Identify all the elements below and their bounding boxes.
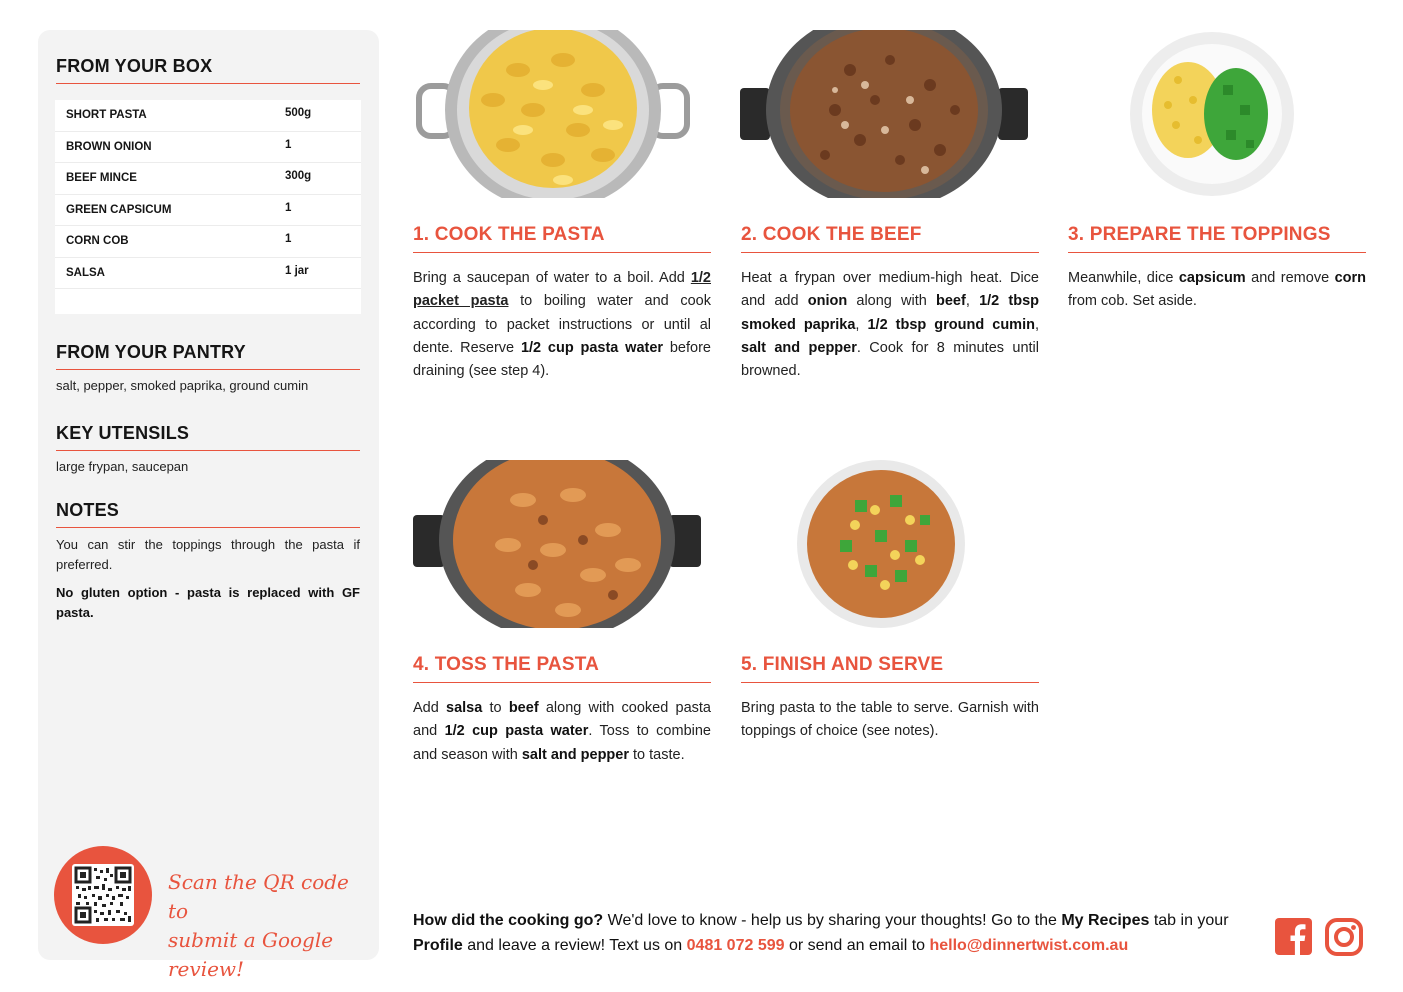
step-4-title: 4. TOSS THE PASTA <box>413 654 711 683</box>
bold-run: beef <box>508 700 539 716</box>
step-1-text <box>413 267 711 383</box>
step-1-title: 1. COOK THE PASTA <box>413 224 711 253</box>
text-run: from cob. Set aside. <box>1068 293 1197 310</box>
text-run: , <box>1034 316 1039 333</box>
text-run: to boiling water and cook according to packet instructions or until al dente. Reserve <box>413 293 711 356</box>
ingredient-qty: 1 <box>285 233 292 245</box>
text-run: along with <box>847 293 937 310</box>
step-3-title: 3. PREPARE THE TOPPINGS <box>1068 224 1366 253</box>
step-4-text <box>413 697 711 767</box>
text-run: . Cook for 8 minutes until browned. <box>741 339 1039 380</box>
from-box-title: FROM YOUR BOX <box>56 56 360 84</box>
text-run: We'd love to know - help us by sharing your thoughts! Go to the <box>603 912 1062 929</box>
text-run: and remove <box>1245 270 1335 286</box>
text-run: Add <box>413 700 447 716</box>
ingredient-qty: 500g <box>285 107 312 119</box>
text-run: along with cooked pasta and <box>413 700 711 740</box>
bold-run: Profile <box>413 937 463 954</box>
notes-gf: No gluten option - pasta is replaced with GF pasta. <box>56 585 360 620</box>
utensils-title: KEY UTENSILS <box>56 423 360 451</box>
text-run: and leave a review! Text us on <box>462 937 687 954</box>
bold-run: capsicum <box>1178 270 1246 286</box>
bold-run: corn <box>1334 270 1366 286</box>
text-run: Bring a saucepan of water to a boil. Add <box>413 270 691 286</box>
ingredients-sidebar <box>38 30 379 981</box>
ingredient-name: BEEF MINCE <box>66 172 137 184</box>
bold-run: My Recipes <box>1061 912 1150 929</box>
facebook-icon[interactable] <box>1275 918 1312 960</box>
qr-code-icon[interactable] <box>72 864 134 926</box>
bold-run: 1/2 tbsp ground cumin <box>867 316 1035 333</box>
ingredient-qty: 1 jar <box>285 264 309 277</box>
table-row <box>55 163 361 195</box>
ingredient-name: SALSA <box>66 266 105 279</box>
text-run: . Toss to combine and season with <box>413 723 711 763</box>
table-row <box>55 195 361 227</box>
ingredient-qty: 1 <box>285 138 292 151</box>
photo-finish-serve <box>795 460 967 633</box>
bold-run: salsa <box>446 700 483 716</box>
table-row <box>55 258 361 290</box>
photo-toss-pasta <box>413 460 703 633</box>
step-5-text: Bring pasta to the table to serve. Garnish with toppings of choice (see notes). <box>741 700 1039 740</box>
notes-text: You can stir the toppings through the pasta if preferred. <box>56 537 360 572</box>
step-2-text <box>741 267 1039 383</box>
photo-cook-beef <box>740 30 1030 203</box>
ingredient-name: BROWN ONION <box>66 140 152 153</box>
pantry-title: FROM YOUR PANTRY <box>56 342 360 370</box>
scan-qr-prompt <box>168 868 368 984</box>
scan-line: Scan the QR code to <box>168 870 349 923</box>
table-row <box>55 100 361 132</box>
table-row <box>55 132 361 164</box>
bold-run: 1/2 packet pasta <box>413 270 711 310</box>
email-link[interactable]: hello@dinnertwist.com.au <box>929 937 1129 954</box>
bold-run: onion <box>807 293 848 310</box>
phone-link[interactable]: 0481 072 599 <box>686 937 785 954</box>
footer-question: How did the cooking go? <box>413 912 604 929</box>
bold-run: 1/2 tbsp smoked paprika <box>741 293 1040 333</box>
scan-line: submit a Google review! <box>168 928 334 981</box>
bold-run: 1/2 cup pasta water <box>520 339 664 356</box>
ingredient-qty: 1 <box>285 201 292 214</box>
step-5-title: 5. FINISH AND SERVE <box>741 654 1039 683</box>
bold-run: 1/2 cup pasta water <box>444 723 589 740</box>
text-run: tab in your <box>1149 912 1229 929</box>
notes-title: NOTES <box>56 500 360 528</box>
utensils-text: large frypan, saucepan <box>56 459 189 474</box>
text-run: Meanwhile, dice <box>1068 270 1179 286</box>
ingredient-qty: 300g <box>285 170 312 182</box>
text-run: , <box>965 293 980 310</box>
review-footer <box>413 908 1263 958</box>
text-run: before draining (see step 4). <box>413 339 711 380</box>
text-run: Heat a frypan over medium-high heat. Dice and add <box>741 270 1039 310</box>
qr-badge[interactable] <box>54 846 152 944</box>
bold-run: beef <box>936 293 966 310</box>
step-3-text <box>1068 267 1366 314</box>
box-ingredients-table <box>55 100 361 314</box>
ingredient-name: CORN COB <box>66 235 129 247</box>
table-row <box>55 226 361 258</box>
pantry-text: salt, pepper, smoked paprika, ground cumin <box>56 378 309 393</box>
text-run: or send an email to <box>784 937 930 954</box>
photo-cook-pasta <box>413 30 693 203</box>
text-run: to <box>482 700 509 716</box>
ingredient-name: GREEN CAPSICUM <box>66 203 172 216</box>
text-run: , <box>855 316 868 333</box>
text-run: to taste. <box>629 746 685 763</box>
step-2-title: 2. COOK THE BEEF <box>741 224 1039 253</box>
bold-run: salt and pepper <box>741 339 857 356</box>
ingredient-name: SHORT PASTA <box>66 109 147 121</box>
bold-run: salt and pepper <box>521 746 629 763</box>
photo-prepare-toppings <box>1128 30 1296 203</box>
instagram-icon[interactable] <box>1325 918 1363 961</box>
